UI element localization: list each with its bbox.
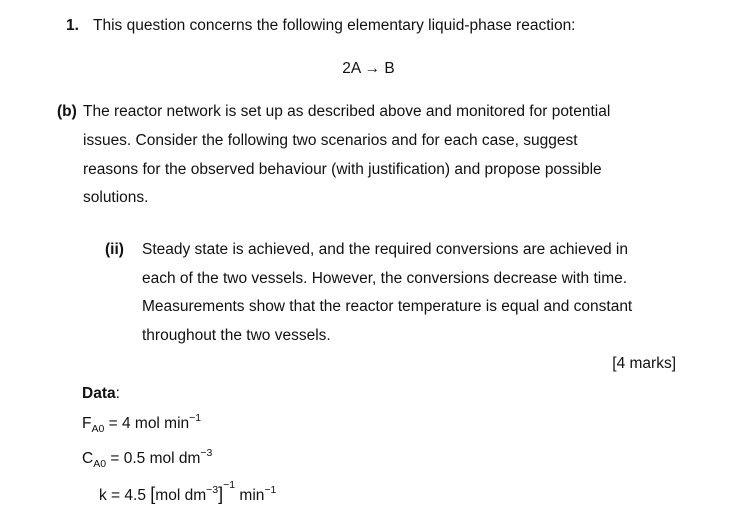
- part-b-line-1: The reactor network is set up as described above and monitored for potential: [83, 103, 611, 120]
- reaction-equation: 2A → B: [342, 60, 395, 77]
- data-heading: [82, 385, 120, 403]
- k-unit: mol dm: [155, 487, 207, 504]
- k-close-bracket: ]: [218, 484, 224, 504]
- fa0-value: = 4 mol min: [104, 415, 190, 432]
- part-ii-line-1: Steady state is achieved, and the required conversions are achieved in: [142, 241, 628, 258]
- part-b-label: (b): [57, 103, 77, 120]
- marks-label: [4 marks]: [612, 355, 676, 372]
- part-ii-line-4: throughout the two vessels.: [142, 327, 331, 344]
- part-b-line-3: reasons for the observed behaviour (with justification) and propose possible: [83, 161, 602, 178]
- k-suffix-exponent: −1: [264, 484, 277, 496]
- k-bracket-exponent: −1: [223, 479, 236, 491]
- ca0-subscript: A0: [93, 458, 107, 470]
- fa0-equation: [82, 412, 202, 435]
- ca0-symbol: C: [82, 450, 94, 467]
- question-intro: This question concerns the following elementary liquid-phase reaction:: [93, 17, 576, 34]
- k-prefix: k = 4.5: [99, 487, 151, 504]
- part-ii-line-3: Measurements show that the reactor temperature is equal and constant: [142, 298, 633, 315]
- data-heading-text: Data: [82, 385, 116, 402]
- ca0-exponent: −3: [200, 447, 213, 459]
- data-heading-colon: :: [115, 385, 120, 402]
- part-b-line-2: issues. Consider the following two scenarios and for each case, suggest: [83, 132, 578, 149]
- ca0-equation: [82, 447, 213, 470]
- part-ii-label: (ii): [105, 241, 124, 258]
- fa0-subscript: A0: [91, 423, 105, 435]
- k-equation: [99, 479, 277, 505]
- fa0-symbol: F: [82, 415, 92, 432]
- part-b-line-4: solutions.: [83, 189, 149, 206]
- fa0-exponent: −1: [189, 412, 202, 424]
- part-ii-line-2: each of the two vessels. However, the conversions decrease with time.: [142, 270, 628, 287]
- question-number: 1.: [66, 17, 79, 34]
- ca0-value: = 0.5 mol dm: [106, 450, 201, 467]
- k-unit-exponent: −3: [206, 484, 219, 496]
- k-suffix: min: [235, 487, 265, 504]
- k-open-bracket: [: [150, 484, 156, 504]
